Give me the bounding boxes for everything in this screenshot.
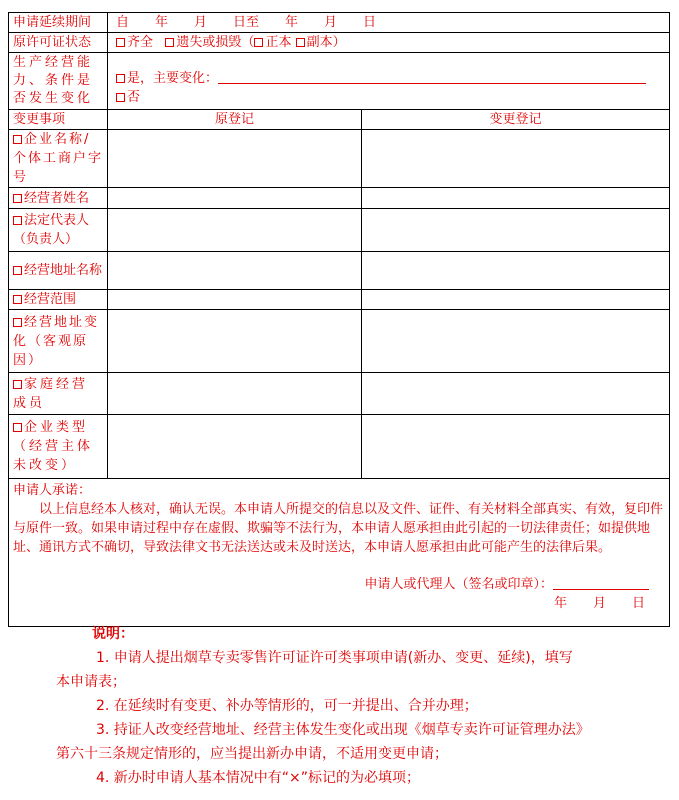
table-row: [9, 130, 670, 188]
checkbox-no[interactable]: [116, 93, 125, 102]
signature-label: 申请人或代理人（签名或印章）：: [364, 577, 554, 592]
change-cell[interactable]: [362, 310, 670, 373]
signature-date[interactable]: 年 月 日: [554, 596, 646, 611]
header-orig: 原登记: [108, 110, 362, 130]
item-label: [9, 415, 108, 479]
item-label: [9, 209, 108, 252]
item-text: 企业名称/个体工商户字号: [13, 132, 104, 185]
item-label: [9, 252, 108, 290]
item-label: [9, 290, 108, 310]
header-item: 变更事项: [9, 110, 108, 130]
notes-title: 说明：: [92, 626, 134, 642]
item-checkbox[interactable]: [13, 135, 22, 144]
header-change: 变更登记: [362, 110, 670, 130]
change-cell[interactable]: [362, 373, 670, 415]
item-checkbox[interactable]: [13, 295, 22, 304]
checkbox-original[interactable]: [254, 38, 263, 47]
item-text: 经营地址名称: [24, 263, 103, 278]
period-label: 申请延续期间: [9, 13, 108, 33]
pledge-title: 申请人承诺：: [13, 483, 92, 498]
table-row: [9, 290, 670, 310]
pledge-row: [9, 479, 670, 627]
pledge-body: 以上信息经本人核对，确认无误。本申请人所提交的信息以及文件、证件、有关材料全部真实、有效，复印件与原件一致。如果申请过程中存在虚假、欺骗等不法行为，本申请人愿承担由此引起的一切法律责任；如提供地址、通讯方式不确切，导致法律文书无法送达或未及时送达，本申请人愿承担由此可能产生的法律后果。: [13, 502, 664, 555]
item-text: 企业类型（经营主体未改变）: [13, 420, 94, 473]
table-row: [9, 373, 670, 415]
table-row: [9, 188, 670, 209]
orig-cell[interactable]: [108, 188, 362, 209]
change-cell[interactable]: [362, 415, 670, 479]
item-text: 经营地址变化（客观原因）: [13, 314, 100, 368]
change-cell[interactable]: [362, 130, 670, 188]
pledge-cell: [9, 479, 670, 627]
checkbox-copy[interactable]: [296, 38, 305, 47]
orig-status-options: [108, 33, 670, 53]
change-cell[interactable]: [362, 290, 670, 310]
checkbox-yes[interactable]: [116, 74, 125, 83]
table-row: [9, 415, 670, 479]
signature-input[interactable]: [553, 576, 649, 590]
period-value[interactable]: 自 年 月 日至 年 月 日: [108, 13, 670, 33]
item-text: 法定代表人（负责人）: [13, 213, 90, 247]
note-2: 2. 在延续时有变更、补办等情形的，可一并提出、合并办理；: [96, 698, 478, 714]
opt-original-label: 正本: [265, 35, 292, 50]
item-text: 经营范围: [24, 292, 77, 307]
orig-cell[interactable]: [108, 209, 362, 252]
note-1a: 1. 申请人提出烟草专卖零售许可证许可类事项申请(新办、变更、延续)，填写: [96, 650, 573, 666]
table-row: [9, 310, 670, 373]
notes-section: [8, 622, 669, 790]
orig-cell[interactable]: [108, 130, 362, 188]
opt-copy-label: 副本）: [306, 35, 346, 50]
capacity-yes-label: 是，主要变化：: [127, 71, 219, 86]
opt-complete-label: 齐全: [127, 35, 154, 50]
orig-cell[interactable]: [108, 290, 362, 310]
note-3b: 第六十三条规定情形的，应当提出新办申请，不适用变更申请；: [56, 746, 448, 762]
note-1b: 本申请表；: [56, 674, 126, 690]
orig-cell[interactable]: [108, 415, 362, 479]
capacity-label: 生产经营能力、条件是否发生变化: [9, 53, 108, 110]
opt-lost-label: 遗失或损毁（: [176, 35, 255, 50]
note-3a: 3. 持证人改变经营地址、经营主体发生变化或出现《烟草专卖许可证管理办法》: [96, 722, 590, 738]
application-form-table: [8, 12, 670, 627]
item-checkbox[interactable]: [13, 216, 22, 225]
note-4: 4. 新办时申请人基本情况中有“×”标记的为必填项；: [96, 770, 421, 786]
item-label: [9, 188, 108, 209]
orig-status-row: [9, 33, 670, 53]
item-label: [9, 310, 108, 373]
item-text: 经营者姓名: [24, 190, 90, 206]
item-checkbox[interactable]: [13, 423, 22, 432]
capacity-options: [108, 53, 670, 110]
capacity-no-label: 否: [127, 90, 141, 105]
item-label: [9, 373, 108, 415]
orig-cell[interactable]: [108, 310, 362, 373]
item-label: [9, 130, 108, 188]
table-row: [9, 252, 670, 290]
item-checkbox[interactable]: [13, 380, 22, 389]
signature-line: [13, 575, 665, 594]
item-checkbox[interactable]: [13, 266, 22, 275]
item-text: 家庭经营成员: [13, 376, 89, 411]
table-row: [9, 209, 670, 252]
change-cell[interactable]: [362, 209, 670, 252]
checkbox-complete[interactable]: [116, 38, 125, 47]
change-cell[interactable]: [362, 252, 670, 290]
item-checkbox[interactable]: [13, 318, 22, 327]
orig-cell[interactable]: [108, 252, 362, 290]
item-checkbox[interactable]: [13, 194, 22, 203]
checkbox-lost[interactable]: [165, 38, 174, 47]
period-row: [9, 13, 670, 33]
orig-cell[interactable]: [108, 373, 362, 415]
header-row: [9, 110, 670, 130]
capacity-change-input[interactable]: [218, 70, 646, 84]
change-cell[interactable]: [362, 188, 670, 209]
capacity-row: [9, 53, 670, 110]
orig-status-label: 原许可证状态: [9, 33, 108, 53]
